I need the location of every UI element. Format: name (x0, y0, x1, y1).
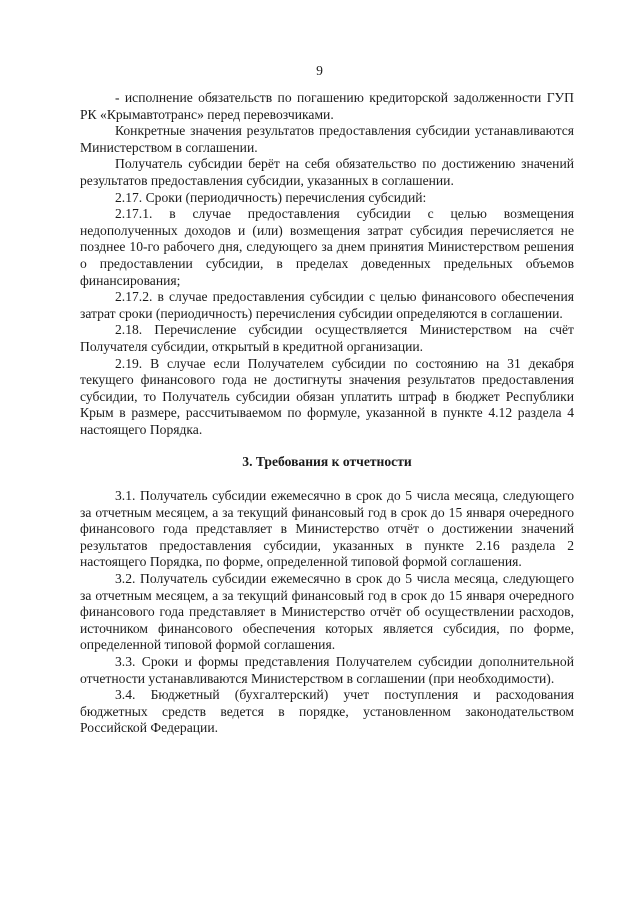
paragraph-2-17: 2.17. Сроки (периодичность) перечисления субсидий: (115, 189, 427, 205)
document-body (80, 90, 574, 737)
paragraph-recipient-obligation: Получатель субсидии берёт на себя обязательство по достижению значений результатов предоставления субсидии, указанных в соглашении. (80, 156, 574, 188)
paragraph-2-18: 2.18. Перечисление субсидии осуществляется Министерством на счёт Получателя субсидии, открытый в кредитной организации. (80, 322, 574, 354)
paragraph-creditor-obligations: - исполнение обязательств по погашению кредиторской задолженности ГУП РК «Крымавтотранс» перед перевозчиками. (80, 90, 574, 122)
paragraph-3-2: 3.2. Получатель субсидии ежемесячно в срок до 5 числа месяца, следующего за отчетным месяцем, а за текущий финансовый год в срок до 15 января очередного финансового года представляет в Министерство отчёт об осуществлении расходов, источником финансового обеспечения которых является субсидия, по форме, определенной типовой формой соглашения. (80, 571, 574, 653)
paragraph-3-3: 3.3. Сроки и формы представления Получателем субсидии дополнительной отчетности устанавливаются Министерством в соглашении (при необходимости). (80, 654, 574, 686)
paragraph-3-1: 3.1. Получатель субсидии ежемесячно в срок до 5 числа месяца, следующего за отчетным месяцем, а за текущий финансовый год в срок до 15 января очередного финансового года представляет в Министерство отчёт о достижении значений результатов предоставления субсидии, указанных в пункте 2.16 раздела 2 настоящего Порядка, по форме, определенной типовой формой соглашения. (80, 488, 574, 570)
paragraph-result-values: Конкретные значения результатов предоставления субсидии устанавливаются Министерством в соглашении. (80, 123, 574, 155)
paragraph-3-4: 3.4. Бюджетный (бухгалтерский) учет поступления и расходования бюджетных средств ведется в порядке, установленном законодательством Российской Федерации. (80, 687, 574, 736)
paragraph-2-19: 2.19. В случае если Получателем субсидии по состоянию на 31 декабря текущего финансового года не достигнуты значения результатов предоставления субсидии, то Получатель субсидии обязан уплатить штраф в бюджет Республики Крым в размере, рассчитываемом по формуле, указанной в пункте 4.12 раздела 4 настоящего Порядка. (80, 355, 574, 437)
section-heading: 3. Требования к отчетности (242, 454, 412, 470)
paragraph-2-17-1: 2.17.1. в случае предоставления субсидии с целью возмещения недополученных доходов и (или) возмещения затрат субсидия перечисляется не позднее 10-го рабочего дня, следующего за днем принятия Министерством решения о предоставлении субсидии, в пределах доведенных предельных объемов финансирования; (80, 206, 574, 288)
paragraph-2-17-2: 2.17.2. в случае предоставления субсидии с целью финансового обеспечения затрат сроки (периодичность) перечисления субсидии определяются в соглашении. (80, 289, 574, 321)
page-number: 9 (316, 63, 323, 78)
